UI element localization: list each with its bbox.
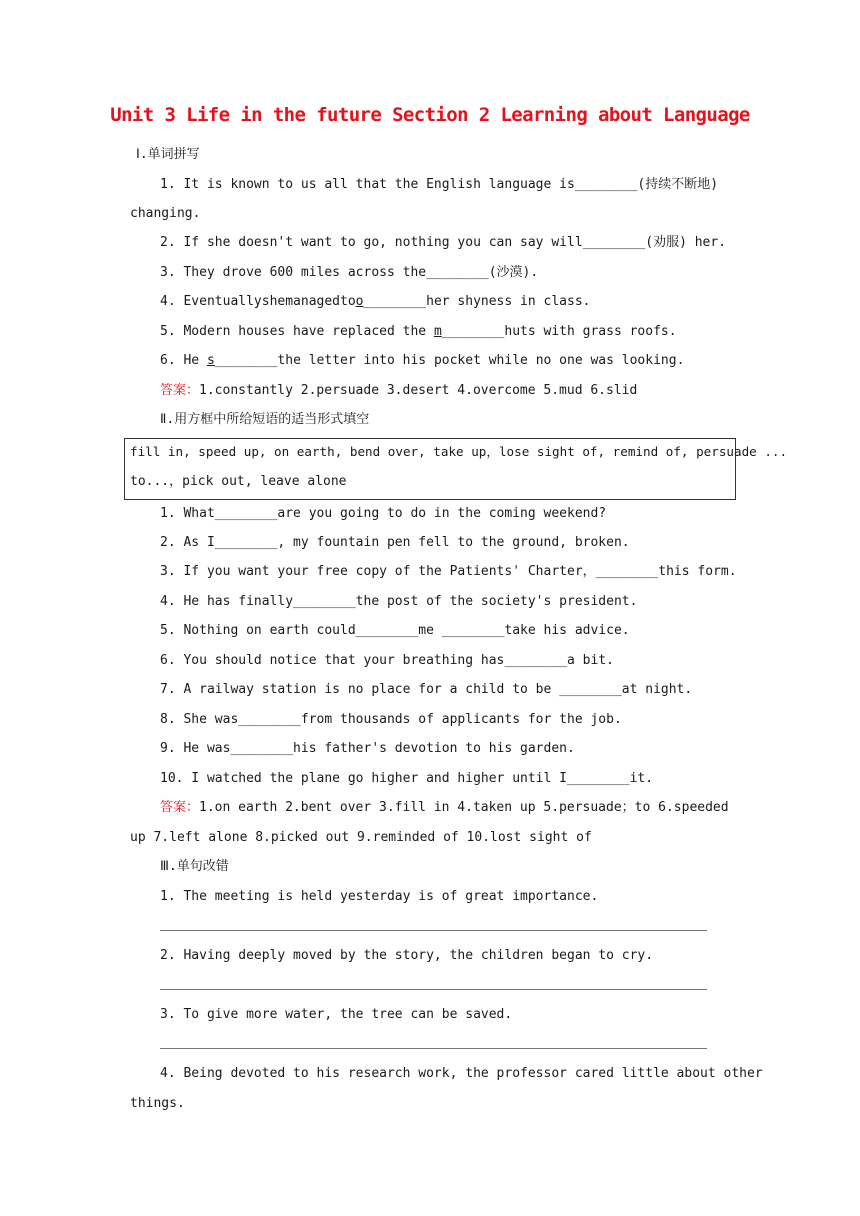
s2-question-9: 9. He was________his father's devotion to his garden. [160, 741, 575, 756]
s2-answer [160, 799, 729, 817]
s2-question-1: 1. What________are you going to do in the coming weekend? [160, 506, 607, 521]
s3-answer-line-2 [160, 989, 707, 990]
phrase-box-line-1: fill in, speed up, on earth, bend over, take up，lose sight of, remind of, persuade ... [130, 444, 788, 459]
s1-question-5 [160, 323, 677, 341]
s3-question-4: 4. Being devoted to his research work, the professor cared little about other [160, 1066, 763, 1081]
s3-question-3: 3. To give more water, the tree can be saved. [160, 1007, 513, 1022]
s1-question-4 [160, 293, 590, 311]
s3-question-1: 1. The meeting is held yesterday is of great importance. [160, 889, 599, 904]
s1-q5-suffix: ________huts with grass roofs. [441, 324, 677, 339]
s1-q4-prefix: 4. Eventuallyshemanagedto [160, 294, 356, 309]
s2-question-10: 10. I watched the plane go higher and higher until I________it. [160, 771, 654, 786]
s1-answer-text: 1.constantly 2.persuade 3.desert 4.overcome 5.mud 6.slid [199, 383, 638, 398]
s2-question-2: 2. As I________, my fountain pen fell to the ground, broken. [160, 535, 630, 550]
s2-question-7: 7. A railway station is no place for a child to be ________at night. [160, 682, 693, 697]
s1-question-1: 1. It is known to us all that the English language is________(持续不断地) [160, 177, 719, 192]
s1-question-3: 3. They drove 600 miles across the________(沙漠). [160, 265, 539, 280]
s1-q6-suffix: ________the letter into his pocket while no one was looking. [214, 353, 685, 368]
s1-q6-letter: s [206, 353, 215, 368]
document-title: Unit 3 Life in the future Section 2 Learning about Language [110, 104, 750, 126]
s1-question-6 [160, 352, 684, 370]
s3-question-4-cont: things. [130, 1096, 185, 1111]
s1-q5-prefix: 5. Modern houses have replaced the [160, 324, 434, 339]
s2-question-5: 5. Nothing on earth could________me ________take his advice. [160, 623, 630, 638]
s1-answer-label: 答案： [160, 383, 200, 398]
phrase-box-line-2: to...，pick out, leave alone [130, 474, 347, 489]
s3-answer-line-1 [160, 930, 707, 931]
s2-answer-cont: up 7.left alone 8.picked out 9.reminded of 10.lost sight of [130, 830, 592, 845]
s1-q5-letter: m [433, 324, 442, 339]
s2-question-4: 4. He has finally________the post of the society's president. [160, 594, 638, 609]
s1-q6-prefix: 6. He [160, 353, 207, 368]
s1-q4-suffix: ________her shyness in class. [363, 294, 591, 309]
s1-q4-letter: o [355, 294, 364, 309]
s3-question-2: 2. Having deeply moved by the story, the children began to cry. [160, 948, 654, 963]
s2-answer-label: 答案： [160, 800, 200, 815]
s2-answer-text: 1.on earth 2.bent over 3.fill in 4.taken up 5.persuade；to 6.speeded [199, 800, 729, 815]
s2-question-3: 3. If you want your free copy of the Patients' Charter，________this form. [160, 564, 737, 579]
s1-question-2: 2. If she doesn't want to go, nothing you can say will________(劝服) her. [160, 235, 727, 250]
section-2-heading: Ⅱ.用方框中所给短语的适当形式填空 [160, 412, 370, 427]
s3-answer-line-3 [160, 1048, 707, 1049]
s2-question-6: 6. You should notice that your breathing has________a bit. [160, 653, 614, 668]
s1-question-1-cont: changing. [130, 206, 201, 221]
section-3-heading: Ⅲ.单句改错 [160, 859, 229, 874]
s1-answer [160, 382, 637, 400]
s2-question-8: 8. She was________from thousands of applicants for the job. [160, 712, 622, 727]
section-1-heading: Ⅰ.单词拼写 [136, 147, 200, 162]
